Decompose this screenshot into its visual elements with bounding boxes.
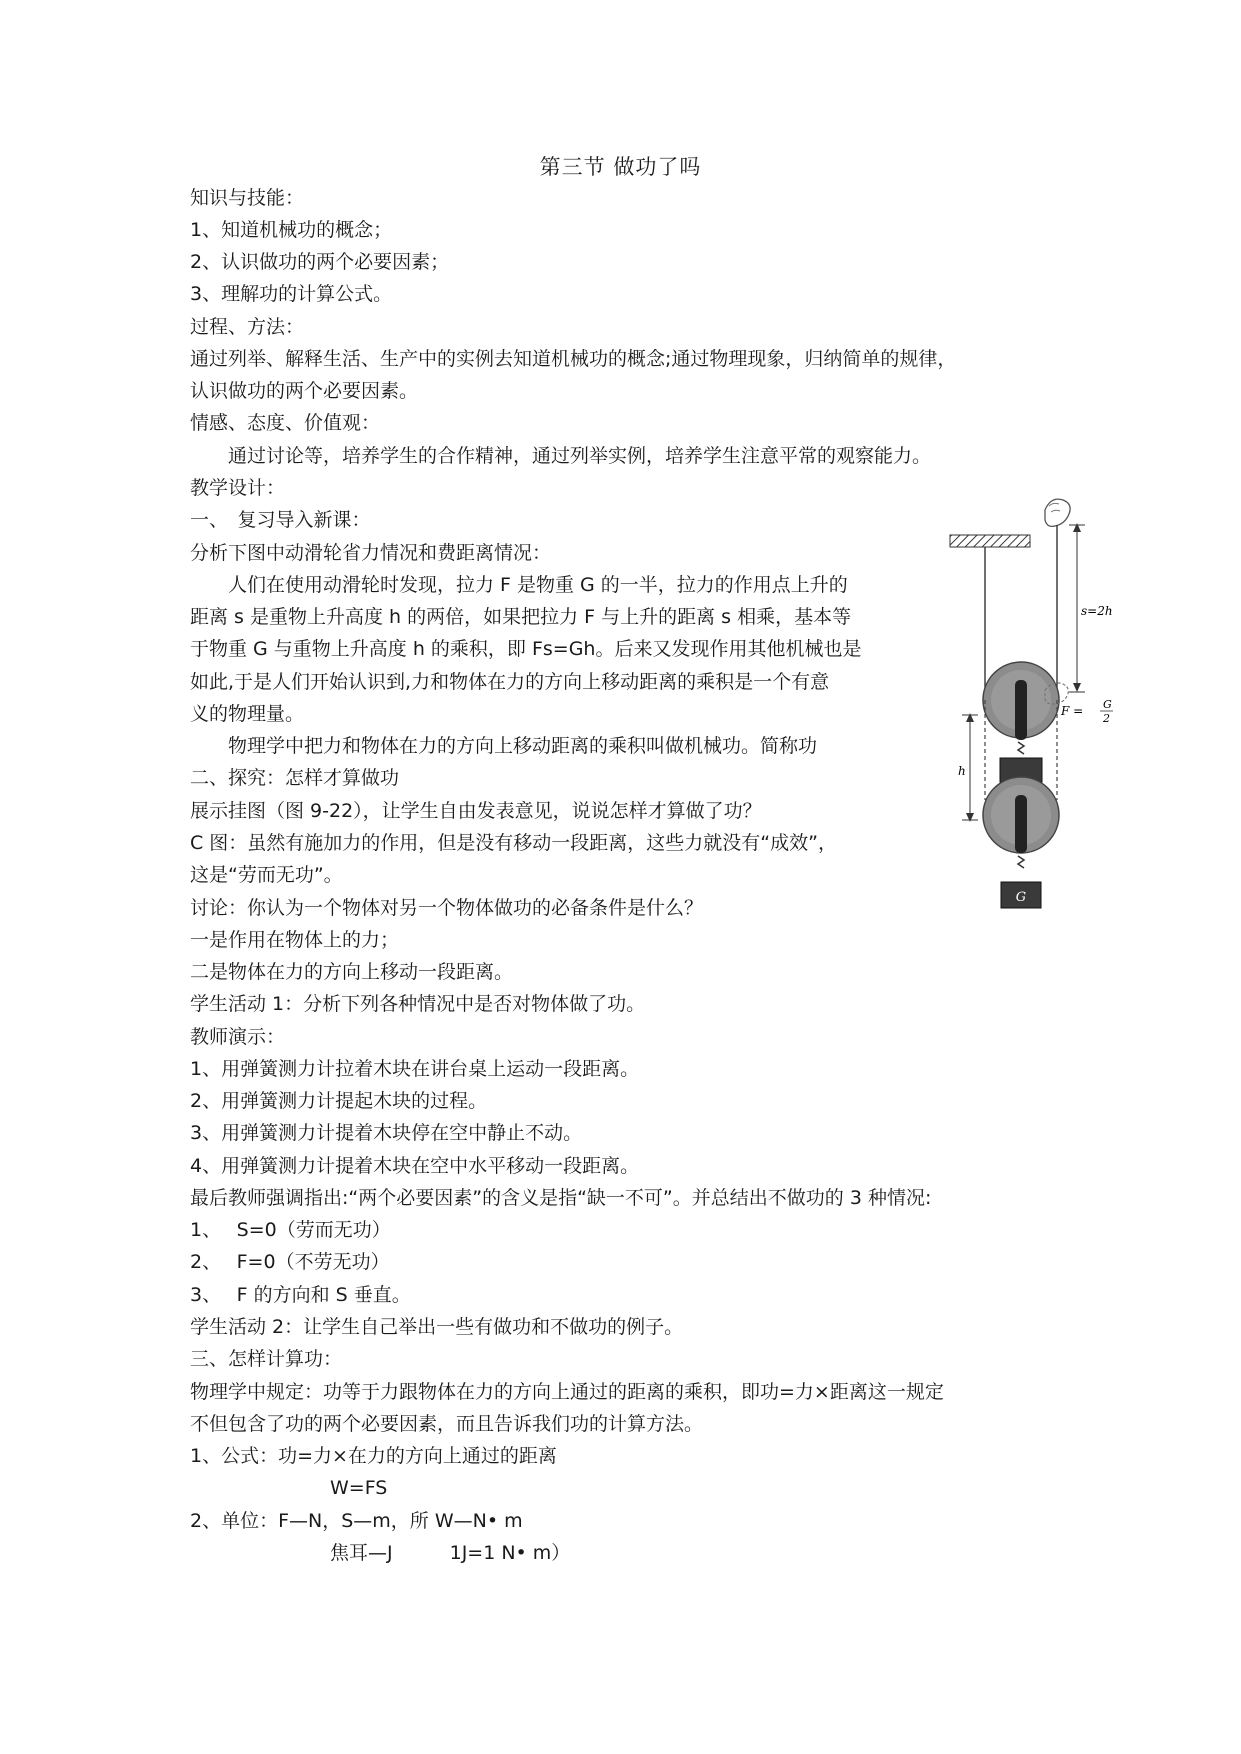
text-line: 三、怎样计算功： xyxy=(190,1348,343,1370)
text-line: 过程、方法： xyxy=(190,316,305,338)
text-line: 于物重 G 与重物上升高度 h 的乘积，即 Fs=Gh。后来又发现作用其他机械也是 xyxy=(190,638,862,660)
text-line: 1、用弹簧测力计拉着木块在讲台桌上运动一段距离。 xyxy=(190,1058,640,1080)
text-line: 如此,于是人们开始认识到,力和物体在力的方向上移动距离的乘积是一个有意 xyxy=(190,671,830,693)
label-h: h xyxy=(958,764,966,778)
text-line: 教学设计： xyxy=(190,477,286,499)
text-line: 物理学中把力和物体在力的方向上移动距离的乘积叫做机械功。简称功 xyxy=(190,735,818,757)
text-line: 3、理解功的计算公式。 xyxy=(190,283,393,305)
ceiling-hatch xyxy=(950,535,1030,547)
label-s: s=2h xyxy=(1081,604,1113,618)
text-line: 距离 s 是重物上升高度 h 的两倍，如果把拉力 F 与上升的距离 s 相乘，基本等 xyxy=(190,606,852,628)
text-line: 1、 S=0（劳而无功） xyxy=(190,1219,391,1241)
text-line: 3、用弹簧测力计提着木块停在空中静止不动。 xyxy=(190,1122,583,1144)
text-line: 义的物理量。 xyxy=(190,703,305,725)
text-line: 物理学中规定：功等于力跟物体在力的方向上通过的距离的乘积，即功=力×距离这一规定 xyxy=(190,1381,944,1403)
text-line: 通过讨论等，培养学生的合作精神，通过列举实例，培养学生注意平常的观察能力。 xyxy=(190,445,932,467)
text-line: 焦耳—J 1J=1 N• m） xyxy=(330,1542,571,1564)
text-line: 学生活动 2：让学生自己举出一些有做功和不做功的例子。 xyxy=(190,1316,684,1338)
text-line: 4、用弹簧测力计提着木块在空中水平移动一段距离。 xyxy=(190,1155,640,1177)
text-line: 2、 F=0（不劳无功） xyxy=(190,1251,390,1273)
text-line: 一、 复习导入新课： xyxy=(190,509,371,531)
text-line: 二是物体在力的方向上移动一段距离。 xyxy=(190,961,514,983)
text-line: 情感、态度、价值观： xyxy=(190,412,381,434)
page-title: 第三节 做功了吗 xyxy=(539,155,702,179)
text-line: 1、公式：功=力×在力的方向上通过的距离 xyxy=(190,1445,557,1467)
pulley-figure xyxy=(945,490,1135,930)
text-line: C 图：虽然有施加力的作用，但是没有移动一段距离，这些力就没有“成效”， xyxy=(190,832,837,854)
text-line: 2、单位：F—N，S—m，所 W—N• m xyxy=(190,1510,523,1532)
text-line: 人们在使用动滑轮时发现，拉力 F 是物重 G 的一半，拉力的作用点上升的 xyxy=(190,574,848,596)
text-line: 1、知道机械功的概念； xyxy=(190,219,393,241)
formula-line: W=FS xyxy=(330,1477,388,1499)
text-line: 这是“劳而无功”。 xyxy=(190,864,343,886)
text-line: 学生活动 1：分析下列各种情况中是否对物体做了功。 xyxy=(190,993,646,1015)
label-G-numerator: G xyxy=(1103,698,1112,711)
text-line: 不但包含了功的两个必要因素，而且告诉我们功的计算方法。 xyxy=(190,1413,704,1435)
label-F: F = xyxy=(1061,704,1084,718)
text-line: 二、探究：怎样才算做功 xyxy=(190,767,400,789)
text-line: 知识与技能： xyxy=(190,187,305,209)
text-line: 2、认识做功的两个必要因素； xyxy=(190,251,450,273)
text-line: 展示挂图（图 9-22），让学生自由发表意见，说说怎样才算做了功？ xyxy=(190,800,762,822)
text-line: 通过列举、解释生活、生产中的实例去知道机械功的概念;通过物理现象，归纳简单的规律， xyxy=(190,348,957,370)
text-line: 教师演示： xyxy=(190,1026,286,1048)
text-line: 讨论：你认为一个物体对另一个物体做功的必备条件是什么？ xyxy=(190,897,704,919)
text-line: 分析下图中动滑轮省力情况和费距离情况： xyxy=(190,542,552,564)
text-line: 一是作用在物体上的力； xyxy=(190,929,400,951)
hand-icon-top xyxy=(1045,499,1070,526)
text-line: 2、用弹簧测力计提起木块的过程。 xyxy=(190,1090,488,1112)
text-line: 最后教师强调指出:“两个必要因素”的含义是指“缺一不可”。并总结出不做功的 3 种情况: xyxy=(190,1187,932,1209)
weight-label: G xyxy=(1015,890,1027,905)
label-denominator: 2 xyxy=(1103,712,1110,725)
text-line: 3、 F 的方向和 S 垂直。 xyxy=(190,1284,411,1306)
text-line: 认识做功的两个必要因素。 xyxy=(190,380,419,402)
